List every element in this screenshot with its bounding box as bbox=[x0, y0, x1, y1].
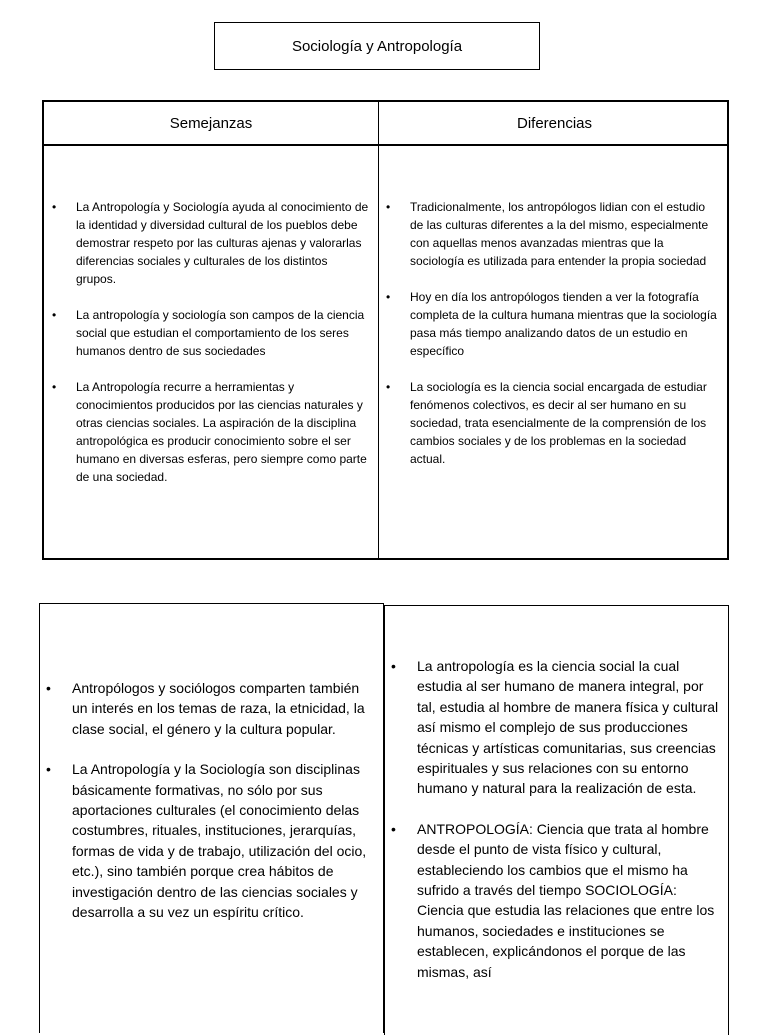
list-item bbox=[391, 819, 721, 982]
list-item-text: La Antropología y Sociología ayuda al conocimiento de la identidad y diversidad cultural de los pueblos debe demostrar respeto por las culturas ajenas y valorarlas diferencias sociales y culturales de los distintos grupos. bbox=[76, 200, 369, 286]
list-item-text: ANTROPOLOGÍA: Ciencia que trata al hombre desde el punto de vista físico y cultural, estableciendo los cambios que el mismo ha sufrido a través del tiempo SOCIOLOGÍA: Ciencia que estudia las relaciones que entre los humanos, sociedades e instituciones se establecen, explicándonos el porque de las mismas, así bbox=[417, 820, 715, 980]
bullet-icon: • bbox=[386, 290, 391, 304]
bullet-icon: • bbox=[52, 380, 57, 394]
bullet-icon: • bbox=[386, 380, 391, 394]
list-item bbox=[391, 656, 721, 799]
list-item bbox=[52, 198, 370, 288]
column-divider bbox=[378, 102, 379, 558]
list-item-text: La antropología es la ciencia social la cual estudia al ser humano de manera integral, por tal, estudia al hombre de manera física y cultural así mismo el complejo de sus producciones técnicas y artísticas comunitarias, sus creencias espirituales y sus relaciones con su entorno humano y natural para la realización de esta. bbox=[417, 658, 719, 797]
lower-right-box bbox=[384, 605, 729, 1035]
list-item-text: Tradicionalmente, los antropólogos lidian con el estudio de las culturas diferentes a la del mismo, especialmente con aquellas menos avanzadas mientras que la sociología es utilizada para entender la propia sociedad bbox=[410, 200, 709, 268]
diferencias-list bbox=[386, 198, 720, 486]
bullet-icon: • bbox=[391, 658, 396, 674]
list-item-text: La Antropología recurre a herramientas y conocimientos producidos por las ciencias naturales y otras ciencias sociales. La aspiración de la disciplina antropológica es producir conocimiento sobre el ser humano en diversas esferas, pero siempre como parte de una sociedad. bbox=[76, 380, 367, 484]
lower-right-list bbox=[391, 656, 721, 1002]
bullet-icon: • bbox=[46, 680, 51, 696]
list-item bbox=[46, 759, 376, 922]
lower-left-box bbox=[39, 603, 384, 1033]
header-semejanzas: Semejanzas bbox=[169, 114, 253, 132]
comparison-table bbox=[42, 100, 729, 560]
page-title-text: Sociología y Antropología bbox=[291, 37, 463, 55]
list-item-text: Antropólogos y sociólogos comparten también un interés en los temas de raza, la etnicidad, la clase social, el género y la cultura popular. bbox=[72, 680, 365, 737]
page-title bbox=[214, 22, 540, 70]
list-item-text: La sociología es la ciencia social encargada de estudiar fenómenos colectivos, es decir al ser humano en su sociedad, trata esencialmente de la comprensión de los cambios sociales y de los problemas en la sociedad actual. bbox=[410, 380, 707, 466]
list-item-text: La antropología y sociología son campos de la ciencia social que estudian el comportamiento de los seres humanos dentro de sus sociedades bbox=[76, 308, 365, 358]
list-item bbox=[46, 678, 376, 739]
bullet-icon: • bbox=[391, 820, 396, 837]
bullet-icon: • bbox=[386, 200, 391, 214]
header-diferencias: Diferencias bbox=[516, 114, 593, 132]
list-item bbox=[386, 378, 720, 468]
bullet-icon: • bbox=[52, 200, 57, 214]
bullet-icon: • bbox=[52, 308, 57, 322]
bullet-icon: • bbox=[46, 761, 51, 778]
lower-left-list bbox=[46, 678, 376, 942]
list-item bbox=[52, 306, 370, 360]
list-item-text: Hoy en día los antropólogos tienden a ver la fotografía completa de la cultura humana mientras que la sociología pasa más tiempo analizando datos de un estudio en específico bbox=[410, 290, 717, 358]
list-item bbox=[386, 198, 720, 270]
semejanzas-list bbox=[52, 198, 370, 504]
list-item-text: La Antropología y la Sociología son disciplinas básicamente formativas, no sólo por sus aportaciones culturales (el conocimiento delas costumbres, rituales, instituciones, jerarquías, formas de vida y de trabajo, utilización del ocio, etc.), sino también porque crea hábitos de investigación dentro de las ciencias sociales y desarrolla a su vez un espíritu crítico. bbox=[72, 761, 367, 921]
list-item bbox=[386, 288, 720, 360]
list-item bbox=[52, 378, 370, 486]
